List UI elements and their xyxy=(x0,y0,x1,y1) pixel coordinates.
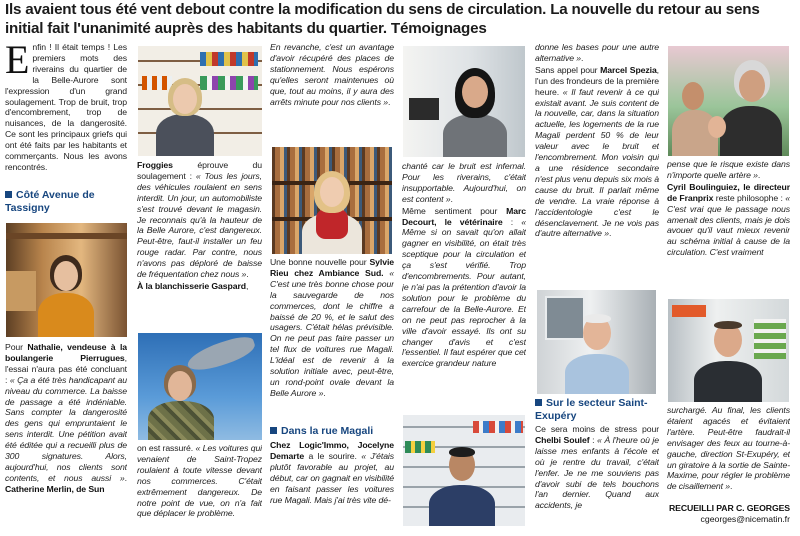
body-text: : xyxy=(502,216,522,227)
photo-shelf-items xyxy=(473,421,523,433)
photo-person-head xyxy=(462,76,488,108)
bold-text: Cyril Boulinguiez, le directeur de Franprix xyxy=(667,181,790,203)
photo-shelf-items xyxy=(405,441,435,453)
paragraph xyxy=(270,42,394,107)
bold-text: Sylvie Rieu chez Ambiance Sud. xyxy=(270,257,394,278)
photo-window xyxy=(545,296,585,340)
photo-marcel-spezia xyxy=(537,290,656,394)
photo-person-head xyxy=(682,82,704,110)
photo-blanchisserie xyxy=(138,333,262,440)
bold-text: Chez Logic'Immo, Jocelyne Demarte xyxy=(270,440,394,461)
paragraph xyxy=(667,182,790,258)
photo-shelf-items xyxy=(200,52,258,66)
quote-text: surchargé. Au final, les clients étaient agacés et évitaient l'artère. Peut-être faudrait-il envisager des feux au tourne-à-gauche, direction St-Exupéry, et un giratoire à la sortie de Sainte-Maxime, pour régler le problème de cisaillement » xyxy=(667,405,790,492)
article-credit xyxy=(667,503,790,526)
photo-person-head xyxy=(173,84,197,114)
body-text: . xyxy=(581,52,584,63)
photo-logic-immo xyxy=(403,46,525,157)
quote-text: « À l'heure où je laisse mes enfants à l'école et où je rentre du travail, c'était l'enfer. Je ne me souviens pas d'avoir subi de tels bouchons l'an dernier. Quand aux accidents, je xyxy=(535,434,659,511)
paragraph xyxy=(137,443,262,519)
quote-text: « C'est une très bonne chose pour la sauvegarde de nos commerces, dont le chiffre a baissé de 20 %, et le salut des usagers. C'était hélas prévisible. On ne peut pas faire passer un tel flux de voitures rue Magali. L'idéal est de revenir à la solution initiale avec, peut-être, un rond-point ovale devant la Belle Aurore » xyxy=(270,267,394,398)
paragraph xyxy=(137,160,262,280)
article-text-block xyxy=(402,161,526,412)
quote-text: « Les voitures qui venaient de Saint-Tropez roulaient à toute vitesse devant nos commerces. C'était extrêmement dangereux. De notre point de vue, on n'a fait que déplacer le problème. xyxy=(137,443,262,519)
body-text: Ce sera moins de stress pour xyxy=(535,424,659,434)
photo-ambiance-sud xyxy=(272,147,392,254)
quote-text: En revanche, c'est un avantage d'avoir récupéré des places de stationnement. Nous espérons qu'elles seront maintenues où que, tout au moins, il y aura des arrêts minute pour nos clients » xyxy=(270,42,394,107)
photo-person-hair xyxy=(714,321,742,329)
quote-text: « Même si on savait qu'on allait gagner en visibilité, on était très sceptique pour la circulation et ça s'est vérifié. Trop d'encombrements. Pour autant, je n'ai pas la prétention d'avoir la solution pour le problème du carrefour de la Belle-Aurore. Et on ne peut pas reprocher à la ville d'avoir essayé. Ils ont su changer d'avis et c'est l'essentiel. Il faut espérer que cet exercice grandeur nature xyxy=(402,216,526,369)
photo-person-torso xyxy=(38,293,94,337)
section-heading-saint-exupery: Sur le secteur Saint-Exupéry xyxy=(535,397,659,422)
photo-chelbi-soulef xyxy=(668,46,789,156)
photo-person-torso xyxy=(429,485,495,526)
quote-text: pense que le risque existe dans n'importe quelle artère » xyxy=(667,159,790,180)
bold-text: Catherine Merlin, de Sun xyxy=(5,483,105,494)
bold-text: À la blanchisserie Gaspard xyxy=(137,280,246,291)
photo-person-head xyxy=(739,70,765,102)
body-text: Une bonne nouvelle pour xyxy=(270,257,370,267)
article-text-block xyxy=(137,443,262,529)
body-text: , xyxy=(245,280,249,291)
photo-froggies-shop xyxy=(138,46,262,156)
body-text: Sans appel pour xyxy=(535,64,601,75)
body-text: a le sourire. xyxy=(304,450,362,461)
section-heading-magali: Dans la rue Magali xyxy=(270,425,394,438)
article-text-block xyxy=(5,342,127,528)
quote-text: « Ça a été très handicapant au niveau du commerce. La baisse de passage a été indéniable. Sans compter la dangerosité des gens qui empruntaient le sens interdit. Une pétition avait été éditée qui a recueilli plus de 300 signatures. Alors, aujourd'hui, nos clients sont contents, et nous aussi » xyxy=(5,374,127,483)
paragraph xyxy=(137,281,262,292)
photo-red-scarf xyxy=(316,209,348,239)
paragraph xyxy=(535,65,659,240)
body-text: Même sentiment pour xyxy=(402,205,507,216)
article-text-block xyxy=(535,424,659,529)
article-text-block xyxy=(667,159,790,296)
paragraph xyxy=(402,161,526,205)
photo-shelf-items xyxy=(142,76,172,90)
photo-shelf xyxy=(6,271,36,311)
article-text-block xyxy=(667,405,790,503)
drop-cap: E xyxy=(5,42,30,82)
body-text: . xyxy=(323,387,326,398)
photo-child-head xyxy=(708,116,726,138)
section-heading-tassigny: Côté Avenue de Tassigny xyxy=(5,189,127,214)
paragraph xyxy=(5,342,127,495)
photo-dolphin xyxy=(184,333,257,375)
body-text: . xyxy=(450,193,453,204)
body-text: : xyxy=(589,434,598,445)
bold-text: Marcel Spezia xyxy=(600,64,657,75)
photo-shelf xyxy=(6,233,127,239)
bold-text: Marc Decourt, le vétérinaire xyxy=(402,205,526,227)
article-intro xyxy=(5,42,127,188)
body-text: . xyxy=(608,228,612,239)
photo-person-hair xyxy=(449,447,475,457)
paragraph xyxy=(270,257,394,399)
photo-person-torso xyxy=(156,114,214,156)
quote-text: « J'étais plutôt favorable au projet, au début, car on gagnait en visibilité en faisant passer les voitures rue Magali. Mais j'ai très vite dé- xyxy=(270,450,394,505)
quote-text: « Tous les jours, des véhicules roulaient en sens interdit. Un jour, un automobiliste s'est trouvé devant le magasin. Je reconnais qu'à la hauteur de la Belle Aurore, c'est dangereux. Peut-être, faut-il installer un feu rouge radar. Par contre, nous n'avons pas déploré de baisse de fréquentation chez nous » xyxy=(137,170,262,280)
paragraph xyxy=(270,440,394,505)
quote-text: chanté car le bruit est infernal. Pour les riverains, c'était insupportable. Aujourd'hui, on est content » xyxy=(402,161,526,204)
photo-person-torso xyxy=(443,114,507,157)
photo-person-torso xyxy=(694,361,762,402)
quote-text: « Il faut revenir à ce qui existait avant. Je suis content de la nouvelle, car, dans la situation actuelle, les logements de la rue Magali perdent 50 % de leur valeur avec le bruit et l'encombrement. Mon voisin qui a une résidence secondaire n'est plus venu depuis six mois à cause du bruit. Il parlait même de vendre. La vraie réponse à l'accidentologie c'est le désenclavement. Je ne vois pas d'autre alternative » xyxy=(535,86,659,239)
photo-person-torso xyxy=(148,401,214,440)
body-text: éprouve du soulagement : xyxy=(137,160,262,181)
photo-person-head xyxy=(320,177,344,207)
body-text: . xyxy=(757,169,761,180)
photo-monitor xyxy=(409,98,439,120)
author-byline: RECUEILLI PAR C. GEORGES xyxy=(668,503,790,513)
paragraph xyxy=(667,405,790,492)
body-text: . xyxy=(730,481,733,492)
body-text: , l'un des frondeurs de la première heure. xyxy=(535,64,659,97)
intro-text: nfin ! Il était temps ! Les premiers mots des riverains du quartier de la Belle-Aurore sont l'expression d'un grand soulagement. Trop de bruit, trop d'encombrement, trop de nuisances, de la dangerosité. Ce sont les principaux griefs qui ont été faits par les habitants et commerçants. Nous les avons rencontrés. xyxy=(5,42,127,172)
body-text: reste philosophe : xyxy=(713,192,786,203)
body-text: . xyxy=(124,472,127,483)
photo-person-torso xyxy=(720,106,782,156)
body-text: Pour xyxy=(5,342,28,352)
article-text-block xyxy=(270,257,394,423)
body-text: . xyxy=(388,96,391,107)
paragraph xyxy=(535,42,659,64)
photo-person-head xyxy=(168,371,192,401)
author-email: cgeorges@nicematin.fr xyxy=(700,514,790,524)
photo-franprix-director xyxy=(668,299,789,402)
article-text-block xyxy=(270,42,394,144)
quote-text: « C'est vrai que le passage nous amenait des clients, mais je dois avouer qu'il vaut mieux revenir au schéma initial à cause de la circulation. C'est vraiment xyxy=(667,192,790,258)
body-text: , l'essai n'aura pas été concluant : xyxy=(5,352,127,385)
paragraph xyxy=(402,206,526,370)
article-headline: Ils avaient tous été vent debout contre la modification du sens de circulation. La nouvelle du retour au sens initial fait l'unanimité auprès des habitants du quartier. Témoignages xyxy=(5,1,760,37)
bold-text: Nathalie, vendeuse à la boulangerie Pierrugues xyxy=(5,342,127,363)
photo-person-hair xyxy=(583,314,611,323)
photo-bakery-vendor xyxy=(6,223,127,337)
photo-store-sign xyxy=(672,305,706,317)
photo-shelf-items xyxy=(754,319,786,359)
body-text: on est rassuré. xyxy=(137,443,196,453)
article-text-block xyxy=(535,42,659,287)
photo-person-torso xyxy=(565,354,629,394)
article-text-block xyxy=(137,160,262,330)
body-text: . xyxy=(246,269,249,280)
bold-text: Froggies xyxy=(137,160,173,170)
bold-text: Chelbi Soulef xyxy=(535,434,590,445)
article-text-block xyxy=(270,440,394,529)
photo-veterinarian xyxy=(403,415,525,526)
photo-person-head xyxy=(54,261,78,291)
quote-text: donne les bases pour une autre alternative » xyxy=(535,42,659,63)
paragraph xyxy=(667,159,790,181)
paragraph xyxy=(535,424,659,511)
photo-shelf-items xyxy=(200,76,258,90)
